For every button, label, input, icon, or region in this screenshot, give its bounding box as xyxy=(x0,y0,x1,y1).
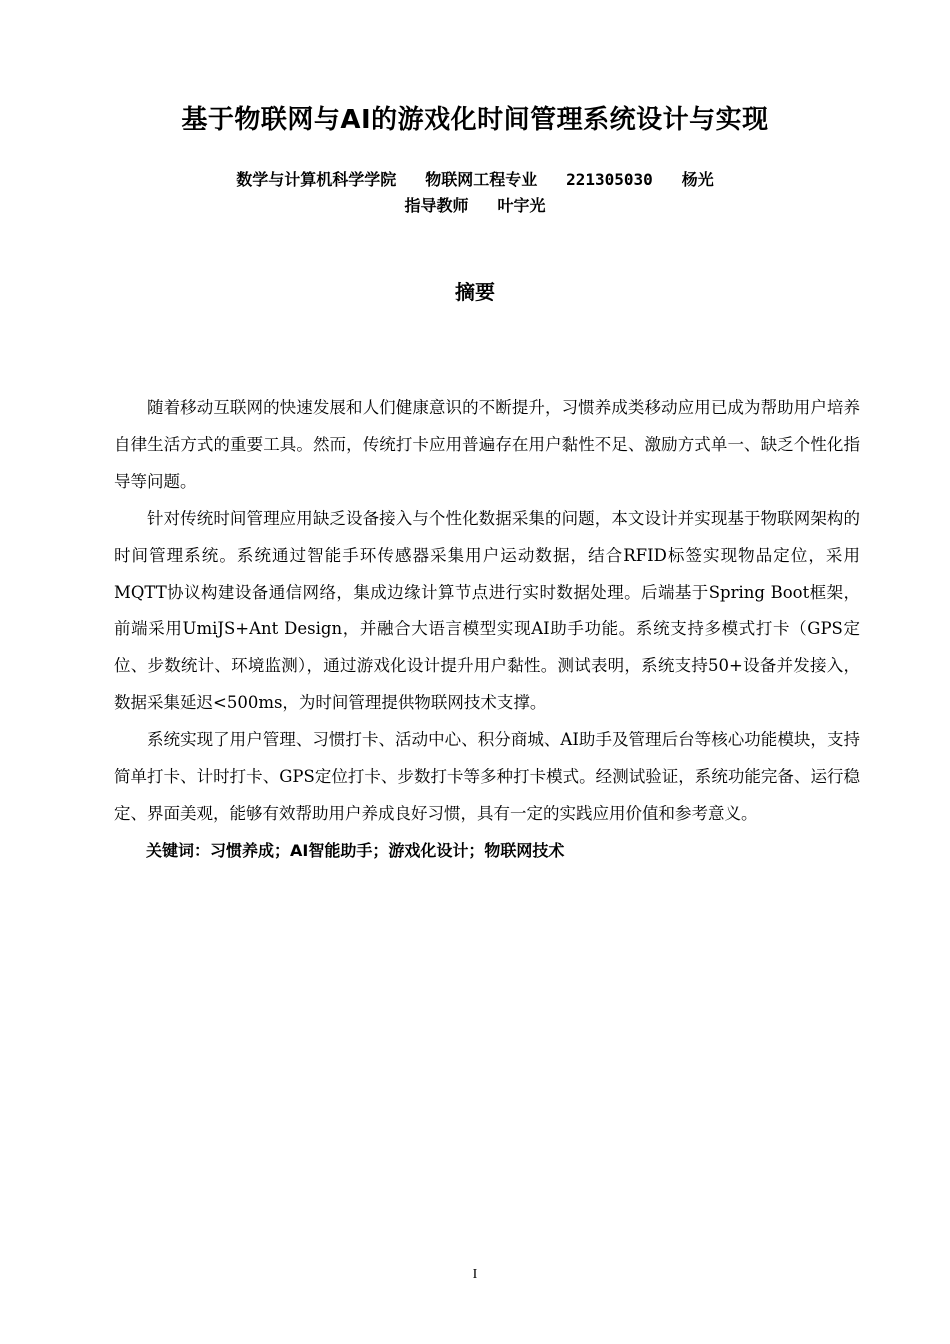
keywords: 关键词：习惯养成；AI智能助手；游戏化设计；物联网技术 xyxy=(146,840,565,860)
advisor-info: 指导教师 叶宇光 xyxy=(404,196,546,215)
abstract-paragraph: 随着移动互联网的快速发展和人们健康意识的不断提升，习惯养成类移动应用已成为帮助用户培养自律生活方式的重要工具。然而，传统打卡应用普遍存在用户黏性不足、激励方式单一、缺乏个性化指导等问题。 xyxy=(114,398,860,491)
page-number: I xyxy=(472,1267,478,1282)
author-info: 数学与计算机科学学院 物联网工程专业 221305030 杨光 xyxy=(236,170,714,189)
abstract-paragraph: 针对传统时间管理应用缺乏设备接入与个性化数据采集的问题，本文设计并实现基于物联网架构的时间管理系统。系统通过智能手环传感器采集用户运动数据，结合RFID标签实现物品定位，采用MQTT协议构建设备通信网络，集成边缘计算节点进行实时数据处理。后端基于Spring Boot框架，前端采用UmiJS+Ant Design，并融合大语言模型实现AI助手功能。系统支持多模式打卡（GPS定位、步数统计、环境监测），通过游戏化设计提升用户黏性。测试表明，系统支持50+设备并发接入，数据采集延迟<500ms，为时间管理提供物联网技术支撑。 xyxy=(114,508,860,713)
abstract-paragraph: 系统实现了用户管理、习惯打卡、活动中心、积分商城、AI助手及管理后台等核心功能模块，支持简单打卡、计时打卡、GPS定位打卡、步数打卡等多种打卡模式。经测试验证，系统功能完备、运行稳定、界面美观，能够有效帮助用户养成良好习惯，具有一定的实践应用价值和参考意义。 xyxy=(114,730,860,823)
abstract-body xyxy=(114,390,860,870)
abstract-heading: 摘要 xyxy=(455,280,495,304)
paper-title: 基于物联网与AI的游戏化时间管理系统设计与实现 xyxy=(181,105,769,135)
